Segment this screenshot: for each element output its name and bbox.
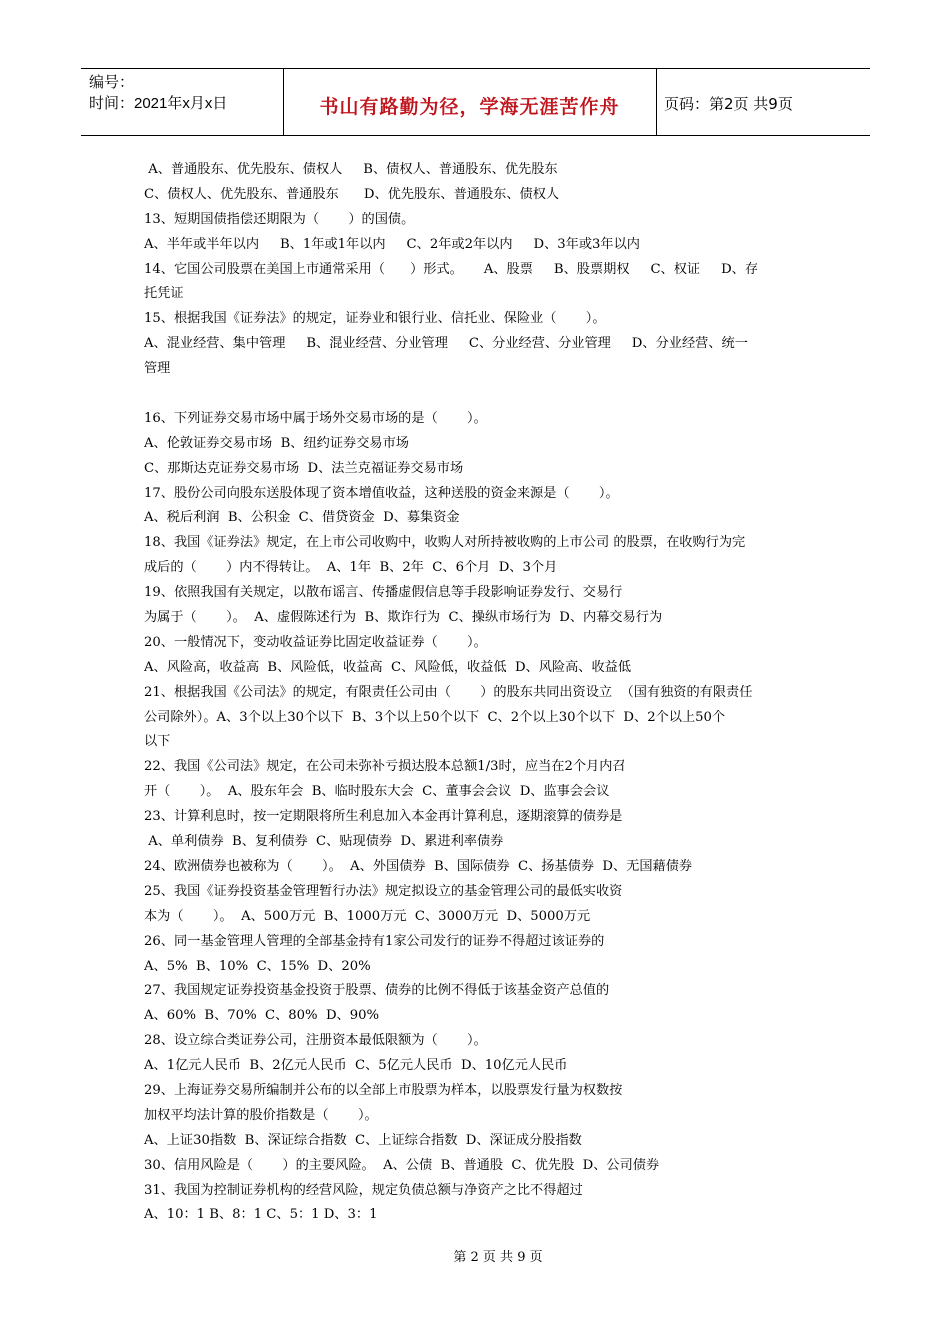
text-line: A、混业经营、集中管理 B、混业经营、分业管理 C、分业经营、分业管理 D、分业经营、统一 — [144, 336, 748, 352]
text-line: 本为（ ）。 A、500万元 B、1000万元 C、3000万元 D、5000万元 — [144, 908, 591, 924]
text-line: 16、下列证券交易市场中属于场外交易市场的是（ ）。 — [144, 410, 487, 426]
text-line: 28、设立综合类证券公司，注册资本最低限额为（ ）。 — [144, 1033, 487, 1049]
text-line: A、伦敦证券交易市场 B、纽约证券交易市场 — [144, 435, 409, 451]
text-line: 20、一般情况下，变动收益证券比固定收益证券（ ）。 — [144, 634, 487, 650]
text-line: 15、根据我国《证券法》的规定，证券业和银行业、信托业、保险业（ ）。 — [144, 311, 606, 327]
header-left — [89, 72, 227, 114]
text-line: 22、我国《公司法》规定，在公司未弥补亏损达股本总额1/3时，应当在2个月内召 — [144, 759, 626, 775]
page-footer: 第 2 页 共 9 页 — [453, 1250, 543, 1265]
text-line: C、那斯达克证券交易市场 D、法兰克福证券交易市场 — [144, 460, 464, 476]
text-line: 23、计算利息时，按一定期限将所生利息加入本金再计算利息，逐期滚算的债券是 — [144, 809, 623, 825]
header-bottom-rule — [81, 135, 870, 136]
text-line: 31、我国为控制证券机构的经营风险，规定负债总额与净资产之比不得超过 — [144, 1182, 583, 1198]
text-line: 管理 — [144, 361, 171, 377]
text-line: 26、同一基金管理人管理的全部基金持有1家公司发行的证券不得超过该证券的 — [144, 933, 605, 949]
text-line: 17、股份公司向股东送股体现了资本增值收益，这种送股的资金来源是（ ）。 — [144, 485, 619, 501]
text-line — [144, 382, 814, 407]
text-line: 27、我国规定证券投资基金投资于股票、债券的比例不得低于该基金资产总值的 — [144, 983, 610, 999]
text-line: A、单利债券 B、复利债券 C、贴现债券 D、累进利率债券 — [144, 834, 504, 850]
text-line: A、普通股东、优先股东、债权人 B、债权人、普通股东、优先股东 — [144, 162, 558, 177]
text-line: 30、信用风险是（ ）的主要风险。 A、公债 B、普通股 C、优先股 D、公司债券 — [144, 1157, 660, 1173]
text-line: 19、依照我国有关规定，以散布谣言、传播虚假信息等手段影响证券发行、交易行 — [144, 585, 623, 601]
header-motto: 书山有路勤为径，学海无涯苦作舟 — [319, 96, 620, 118]
text-line: A、10：1 B、8：1 C、5：1 D、3：1 — [144, 1207, 378, 1223]
text-line: A、1亿元人民币 B、2亿元人民币 C、5亿元人民币 D、10亿元人民币 — [144, 1058, 568, 1074]
text-line: C、债权人、优先股东、普通股东 D、优先股东、普通股东、债权人 — [144, 186, 560, 202]
text-line: A、风险高，收益高 B、风险低，收益高 C、风险低，收益低 D、风险高、收益低 — [144, 659, 632, 675]
text-line: 21、根据我国《公司法》的规定，有限责任公司由（ ）的股东共同出资设立 （国有独资的有限责任 — [144, 684, 753, 700]
text-line: 29、上海证券交易所编制并公布的以全部上市股票为样本，以股票发行量为权数按 — [144, 1082, 623, 1098]
header-divider — [656, 68, 657, 136]
text-line: 公司除外）。A、3个以上30个以下 B、3个以上50个以下 C、2个以上30个以下 D、2个以上50个 — [144, 709, 726, 725]
text-line: 18、我国《证券法》规定，在上市公司收购中，收购人对所持被收购的上市公司 的股票，在收购行为完 — [144, 535, 746, 551]
serial-label: 编号： — [89, 74, 135, 91]
text-line: A、60% B、70% C、80% D、90% — [144, 1008, 380, 1024]
text-line: A、上证30指数 B、深证综合指数 C、上证综合指数 D、深证成分股指数 — [144, 1132, 582, 1148]
date-line: 时间：2021年x月x日 — [89, 95, 228, 112]
text-line: 托凭证 — [144, 286, 184, 302]
text-line: 加权平均法计算的股价指数是（ ）。 — [144, 1107, 378, 1123]
text-line: 25、我国《证券投资基金管理暂行办法》规定拟设立的基金管理公司的最低实收资 — [144, 883, 623, 899]
header-page-info: 页码：第2页 共9页 — [664, 95, 793, 113]
document-body — [144, 158, 814, 1228]
text-line: 开（ ）。 A、股东年会 B、临时股东大会 C、董事会会议 D、监事会会议 — [144, 784, 610, 800]
text-line: 为属于（ ）。 A、虚假陈述行为 B、欺诈行为 C、操纵市场行为 D、内幕交易行为 — [144, 610, 663, 626]
text-line: 13、短期国债指偿还期限为（ ）的国债。 — [144, 211, 415, 227]
text-line: 成后的（ ）内不得转让。 A、1年 B、2年 C、6个月 D、3个月 — [144, 560, 558, 576]
text-line: 14、它国公司股票在美国上市通常采用（ ）形式。 A、股票 B、股票期权 C、权证 D、存 — [144, 261, 759, 277]
text-line: 以下 — [144, 734, 171, 750]
text-line: A、半年或半年以内 B、1年或1年以内 C、2年或2年以内 D、3年或3年以内 — [144, 236, 640, 252]
header-top-rule — [81, 68, 870, 69]
text-line: 24、欧洲债券也被称为（ ）。 A、外国债券 B、国际债券 C、扬基债券 D、无国藉债券 — [144, 858, 693, 874]
text-line: A、税后利润 B、公积金 C、借贷资金 D、募集资金 — [144, 510, 460, 526]
text-line: A、5% B、10% C、15% D、20% — [144, 958, 371, 974]
